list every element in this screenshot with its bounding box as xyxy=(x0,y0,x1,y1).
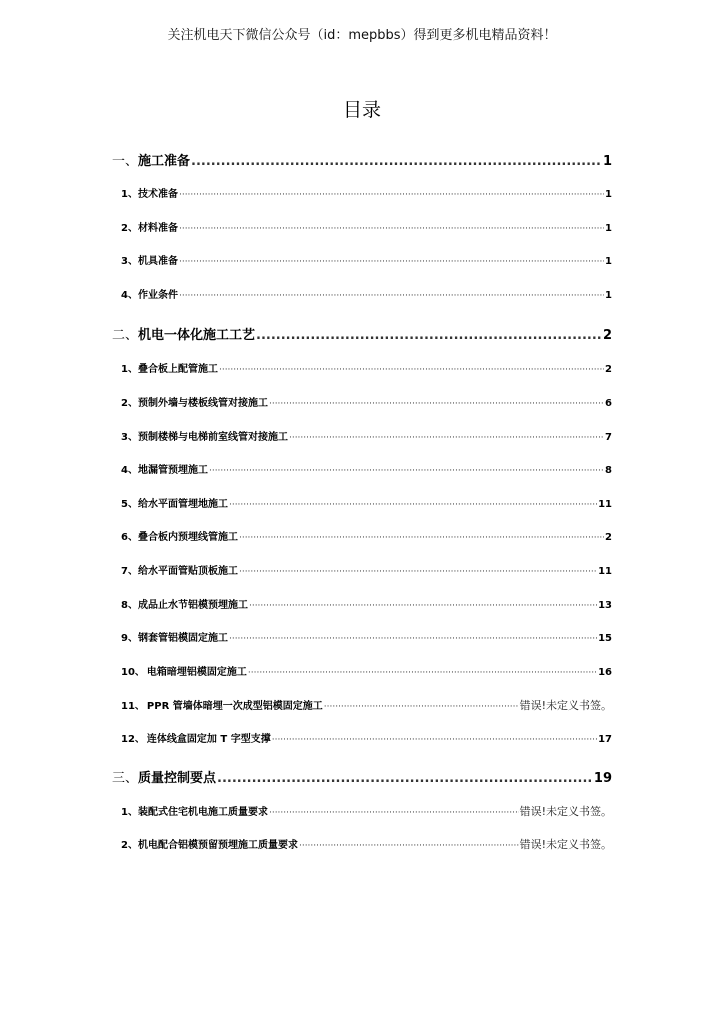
toc-item-number: 5、 xyxy=(121,499,138,510)
toc-leader xyxy=(256,328,602,343)
toc-item[interactable] xyxy=(121,394,612,409)
toc-page-number: 11 xyxy=(598,566,612,577)
toc-page-number: 2 xyxy=(605,532,612,543)
toc-leader xyxy=(219,364,604,375)
toc-page-number: 8 xyxy=(605,465,612,476)
toc-leader xyxy=(179,189,604,200)
toc-item-label: 给水平面管埋地施工 xyxy=(137,499,228,510)
toc-page-number: 19 xyxy=(593,771,612,786)
toc-leader xyxy=(229,633,597,644)
toc-item-label: 地漏管预埋施工 xyxy=(137,465,208,476)
toc-section-number: 二、 xyxy=(112,328,139,343)
toc-leader xyxy=(272,734,597,745)
toc-section[interactable] xyxy=(112,150,612,169)
toc-item[interactable] xyxy=(121,360,612,375)
toc-item-label: 技术准备 xyxy=(137,189,178,200)
toc-page-number: 15 xyxy=(598,633,612,644)
toc-item[interactable] xyxy=(121,219,612,234)
toc-leader xyxy=(179,290,604,301)
toc-leader xyxy=(217,771,593,786)
toc-item-number: 3、 xyxy=(121,432,138,443)
toc-leader xyxy=(179,256,604,267)
toc-item-number: 2、 xyxy=(121,223,138,234)
toc-leader xyxy=(269,807,519,818)
toc-leader xyxy=(248,667,597,678)
toc-leader xyxy=(249,600,597,611)
toc-leader xyxy=(229,499,597,510)
toc-section-number: 三、 xyxy=(112,771,139,786)
toc-item-number: 1、 xyxy=(121,364,138,375)
toc-item-number: 1、 xyxy=(121,807,138,818)
toc-item-number: 12、 xyxy=(121,734,145,745)
toc-page-error: 错误!未定义书签。 xyxy=(519,805,612,818)
toc-item-number: 4、 xyxy=(121,465,138,476)
toc-item[interactable] xyxy=(121,836,612,852)
toc-page-number: 1 xyxy=(605,256,612,267)
toc-item-label: 机具准备 xyxy=(137,256,178,267)
toc-leader xyxy=(289,432,604,443)
toc-page-number: 7 xyxy=(605,432,612,443)
toc-page-number: 6 xyxy=(605,398,612,409)
toc-leader xyxy=(299,840,519,851)
toc-section-number: 一、 xyxy=(112,154,139,169)
toc-item[interactable] xyxy=(121,596,612,611)
page-header: 关注机电天下微信公众号（id：mepbbs）得到更多机电精品资料！ xyxy=(167,28,557,43)
toc-item[interactable] xyxy=(121,629,612,644)
toc-item-number: 1、 xyxy=(121,189,138,200)
toc-section[interactable] xyxy=(112,767,612,786)
toc-item[interactable] xyxy=(121,286,612,301)
toc-item[interactable] xyxy=(121,803,612,819)
toc-page-number: 1 xyxy=(605,189,612,200)
toc-item[interactable] xyxy=(121,528,612,543)
toc-item-number: 10、 xyxy=(121,667,145,678)
toc-item[interactable] xyxy=(121,663,612,678)
toc-leader xyxy=(179,223,604,234)
toc-page-number: 1 xyxy=(602,154,612,169)
toc-item-number: 8、 xyxy=(121,600,138,611)
toc-item-label: 机电配合铝模预留预埋施工质量要求 xyxy=(137,840,298,851)
toc-section-label: 施工准备 xyxy=(138,154,191,169)
toc-item-label: 叠合板内预埋线管施工 xyxy=(137,532,238,543)
toc-page-number: 13 xyxy=(598,600,612,611)
toc-item-number: 11、 xyxy=(121,701,145,712)
toc-leader xyxy=(239,532,604,543)
toc-page-number: 17 xyxy=(598,734,612,745)
toc-item[interactable] xyxy=(121,461,612,476)
toc-item-number: 3、 xyxy=(121,256,138,267)
page-title: 目录 xyxy=(342,99,381,121)
toc-page-number: 2 xyxy=(605,364,612,375)
toc-leader xyxy=(239,566,597,577)
toc-item[interactable] xyxy=(121,562,612,577)
toc-page-error: 错误!未定义书签。 xyxy=(519,699,612,712)
toc-item-label: 钢套管铝模固定施工 xyxy=(137,633,228,644)
toc-item-label: 预制外墙与楼板线管对接施工 xyxy=(137,398,268,409)
toc-item-label: 材料准备 xyxy=(137,223,178,234)
toc-item-label: PPR 管墙体暗埋一次成型铝模固定施工 xyxy=(146,701,323,712)
toc-section[interactable] xyxy=(112,324,612,343)
toc-page-number: 2 xyxy=(602,328,612,343)
toc-item[interactable] xyxy=(121,730,612,745)
toc-page-number: 11 xyxy=(598,499,612,510)
toc-page-error: 错误!未定义书签。 xyxy=(519,838,612,851)
toc-leader xyxy=(324,701,519,712)
toc-item-label: 连体线盒固定加 T 字型支撑 xyxy=(146,734,271,745)
toc-item-label: 预制楼梯与电梯前室线管对接施工 xyxy=(137,432,288,443)
toc-page-number: 1 xyxy=(605,290,612,301)
toc-item-number: 4、 xyxy=(121,290,138,301)
toc-section-label: 质量控制要点 xyxy=(138,771,217,786)
toc-leader xyxy=(191,154,602,169)
toc-page-number: 1 xyxy=(605,223,612,234)
toc-item-number: 2、 xyxy=(121,398,138,409)
toc-item-label: 成品止水节铝模预埋施工 xyxy=(137,600,248,611)
toc-item-label: 给水平面管贴顶板施工 xyxy=(137,566,238,577)
toc-item-label: 作业条件 xyxy=(137,290,178,301)
toc-item[interactable] xyxy=(121,697,612,713)
toc-leader xyxy=(209,465,604,476)
toc-item-number: 2、 xyxy=(121,840,138,851)
toc-section-label: 机电一体化施工工艺 xyxy=(138,328,256,343)
toc-item[interactable] xyxy=(121,185,612,200)
toc-item-number: 7、 xyxy=(121,566,138,577)
toc-page-number: 16 xyxy=(598,667,612,678)
toc-item-number: 6、 xyxy=(121,532,138,543)
toc-item[interactable] xyxy=(121,495,612,510)
toc-item-label: 叠合板上配管施工 xyxy=(137,364,218,375)
toc-item-number: 9、 xyxy=(121,633,138,644)
toc-item[interactable] xyxy=(121,428,612,443)
toc-leader xyxy=(269,398,604,409)
toc-item-label: 装配式住宅机电施工质量要求 xyxy=(137,807,268,818)
toc-item-label: 电箱暗埋铝模固定施工 xyxy=(146,667,247,678)
toc-item[interactable] xyxy=(121,252,612,267)
